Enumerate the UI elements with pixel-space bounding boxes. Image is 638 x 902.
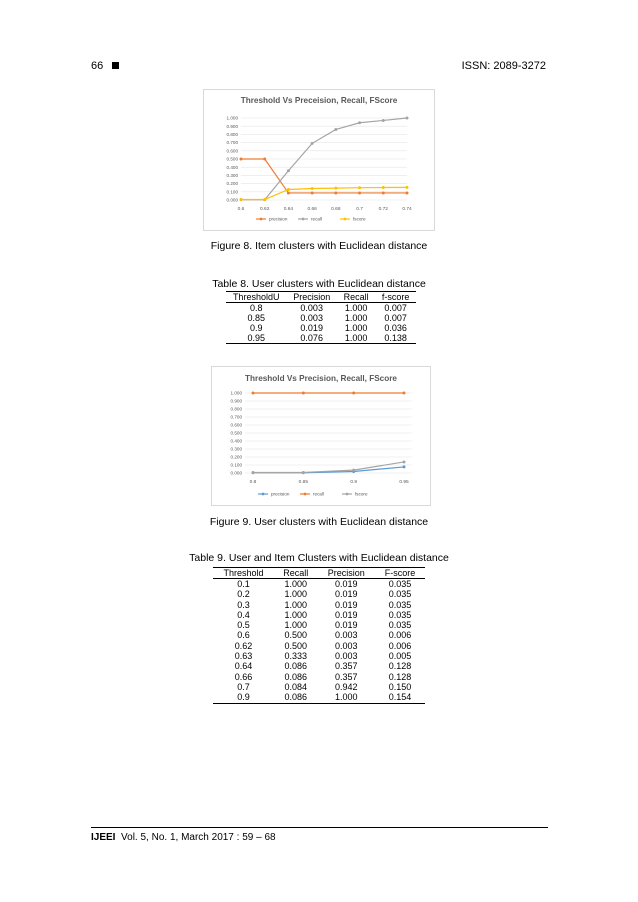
table-cell: 0.035 — [388, 599, 412, 610]
figure8-legend-label: recall — [311, 216, 322, 222]
figure8-x-tick: 0.68 — [331, 207, 341, 212]
table-cell: 0.003 — [300, 313, 323, 323]
figure9-y-tick: 0.500 — [230, 430, 242, 436]
figure8-point-recall — [311, 142, 314, 145]
figure8-y-tick: 0.300 — [226, 173, 238, 178]
figure9-y-tick: 0.000 — [230, 470, 242, 476]
table-cell: 0.63 — [234, 651, 253, 662]
figure9-chart-svg — [212, 367, 430, 505]
figure8-point-precision — [287, 191, 290, 194]
figure8-y-tick: 1.000 — [226, 115, 238, 121]
figure8-legend-label: precision — [269, 216, 288, 222]
table-cell: 0.3 — [237, 599, 250, 610]
figure8-x-tick: 0.7 — [356, 207, 363, 212]
figure9-point-fscore — [252, 471, 255, 474]
table-cell: 0.003 — [300, 303, 323, 313]
table-row — [213, 589, 425, 599]
table-cell: 0.138 — [375, 333, 416, 344]
table-cell: 0.9 — [249, 323, 263, 333]
footer-journal: IJEEI — [91, 832, 116, 843]
figure8-point-fscore — [287, 188, 290, 191]
table-cell: 0.035 — [388, 609, 412, 620]
table-row — [213, 651, 425, 661]
table8-title: Table 8. User clusters with Euclidean distance — [212, 278, 426, 290]
figure9-y-tick: 0.100 — [230, 462, 242, 468]
figure9-x-tick: 0.85 — [298, 480, 309, 485]
figure9-legend-label: recall — [313, 491, 324, 497]
table-cell: 0.086 — [274, 692, 317, 703]
figure8-x-tick: 0.66 — [307, 207, 317, 212]
table-row — [226, 313, 416, 323]
table-cell: 0.9 — [213, 692, 274, 703]
figure8-point-precision — [334, 191, 337, 194]
table9 — [213, 567, 425, 704]
table8 — [226, 291, 416, 344]
figure8-x-tick: 0.62 — [260, 207, 270, 212]
table-cell: 0.64 — [234, 661, 253, 672]
figure9-caption: Figure 9. User clusters with Euclidean distance — [209, 516, 429, 528]
figure8-chart-svg — [204, 90, 434, 230]
figure9-legend-marker — [262, 493, 265, 496]
figure8-legend-marker — [260, 218, 263, 221]
table-cell: 0.003 — [335, 651, 358, 662]
figure9-point-precision — [403, 465, 406, 468]
figure8-legend-marker — [344, 218, 347, 221]
figure9-x-tick: 0.9 — [350, 480, 358, 485]
figure8-y-tick: 0.800 — [226, 132, 238, 137]
table-cell: 1.000 — [318, 692, 376, 703]
table-row — [213, 610, 425, 620]
table-cell: 0.019 — [300, 323, 323, 333]
table-cell: 0.086 — [284, 671, 308, 682]
table8-header-2: Recall — [337, 292, 375, 303]
table-cell: 0.500 — [284, 640, 308, 651]
figure9-y-tick: 0.800 — [230, 406, 242, 412]
figure9-point-fscore — [302, 471, 305, 474]
table-row — [226, 323, 416, 333]
table9-header-3: F-score — [375, 568, 425, 579]
table-row — [213, 600, 425, 610]
figure9-legend-marker — [304, 493, 307, 496]
figure8-y-tick: 0.000 — [226, 197, 238, 203]
figure8-y-tick: 0.100 — [226, 189, 238, 195]
figure8-point-fscore — [358, 186, 361, 189]
figure8-point-recall — [382, 119, 385, 122]
figure8-legend-label: fscore — [353, 216, 366, 222]
figure8-x-tick: 0.74 — [402, 207, 412, 212]
table-cell: 0.019 — [335, 589, 358, 600]
figure8-point-precision — [406, 191, 409, 194]
table-cell: 0.019 — [335, 609, 358, 620]
table8-header-1: Precision — [286, 292, 337, 303]
figure9-point-fscore — [352, 469, 355, 472]
figure9-y-tick: 0.300 — [230, 446, 242, 452]
table-cell: 1.000 — [284, 579, 308, 589]
table-row — [226, 333, 416, 344]
figure9-y-tick: 1.000 — [230, 390, 242, 396]
figure8-y-tick: 0.400 — [226, 164, 238, 170]
table-cell: 0.019 — [335, 620, 358, 631]
figure8-point-precision — [263, 158, 266, 161]
table-row — [213, 620, 425, 630]
figure8-point-precision — [240, 158, 243, 161]
table-cell: 0.150 — [388, 681, 412, 692]
table-cell: 0.006 — [388, 640, 412, 651]
figure8-point-fscore — [406, 186, 409, 189]
table-cell: 0.942 — [335, 681, 358, 692]
figure8-point-fscore — [334, 187, 337, 190]
footer — [91, 832, 276, 843]
table-cell: 0.007 — [384, 303, 407, 313]
table-row — [213, 692, 425, 703]
page-number: 66 — [91, 60, 104, 72]
figure8-y-tick: 0.200 — [226, 181, 238, 187]
figure8-point-precision — [382, 191, 385, 194]
table-row — [213, 672, 425, 682]
table-cell: 0.62 — [234, 640, 253, 651]
footer-rule — [91, 827, 548, 828]
figure9-title: Threshold Vs Precision, Recall, FScore — [245, 374, 397, 383]
figure9-legend-label: fscore — [355, 491, 368, 497]
figure8-point-recall — [287, 169, 290, 172]
table-row — [213, 579, 425, 590]
table-cell: 1.000 — [284, 599, 308, 610]
figure9-legend-marker — [346, 493, 349, 496]
figure8-point-recall — [406, 117, 409, 120]
table-cell: 0.357 — [335, 661, 358, 672]
table-cell: 0.019 — [335, 599, 358, 610]
footer-citation: Vol. 5, No. 1, March 2017 : 59 – 68 — [121, 832, 276, 843]
table-cell: 0.086 — [284, 661, 308, 672]
figure9-y-tick: 0.700 — [230, 414, 242, 420]
figure8-chart — [203, 89, 435, 231]
table-cell: 0.500 — [284, 630, 308, 641]
figure9-point-recall — [252, 392, 255, 395]
figure9-y-tick: 0.200 — [230, 454, 242, 460]
table-cell: 0.035 — [388, 589, 412, 600]
figure9-point-recall — [302, 392, 305, 395]
table-cell: 0.8 — [249, 303, 263, 313]
table-cell: 0.035 — [388, 620, 412, 631]
table-row — [213, 641, 425, 651]
figure8-caption: Figure 8. Item clusters with Euclidean distance — [210, 240, 428, 252]
table-row — [213, 630, 425, 640]
table-cell: 0.333 — [284, 651, 308, 662]
figure8-x-tick: 0.72 — [378, 207, 388, 212]
table-cell: 1.000 — [284, 609, 308, 620]
figure9-x-tick: 0.8 — [249, 480, 257, 485]
figure9-legend-label: precision — [271, 491, 290, 497]
table-cell: 0.66 — [234, 671, 253, 682]
figure8-x-tick: 0.6 — [237, 207, 245, 212]
figure8-y-tick: 0.500 — [226, 156, 238, 162]
figure8-point-fscore — [382, 186, 385, 189]
figure8-point-fscore — [263, 198, 266, 201]
table-cell: 0.7 — [237, 681, 250, 692]
table-cell: 0.036 — [384, 323, 407, 333]
table-cell: 1.000 — [284, 589, 308, 600]
table9-title: Table 9. User and Item Clusters with Euclidean distance — [189, 552, 449, 564]
figure9-point-recall — [352, 392, 355, 395]
table-cell: 0.154 — [375, 692, 425, 703]
figure8-y-tick: 0.700 — [226, 140, 238, 146]
table-cell: 0.035 — [388, 579, 412, 589]
header-square-bullet — [112, 62, 119, 69]
table8-header-3: f-score — [375, 292, 416, 303]
table-cell: 0.85 — [247, 313, 265, 323]
table-cell: 0.6 — [237, 630, 250, 641]
table-cell: 0.357 — [335, 671, 358, 682]
issn-label: ISSN: 2089-3272 — [461, 60, 546, 72]
figure9-series-line-fscore — [253, 462, 404, 472]
table-cell: 0.128 — [388, 661, 412, 672]
table9-header-1: Recall — [274, 568, 317, 579]
figure9-chart — [211, 366, 431, 506]
table-row — [213, 682, 425, 692]
table-cell: 1.000 — [337, 333, 375, 344]
table-cell: 0.003 — [335, 630, 358, 641]
table-cell: 0.4 — [237, 609, 250, 620]
table-cell: 0.5 — [237, 620, 250, 631]
table-cell: 0.95 — [226, 333, 286, 344]
table-row — [213, 661, 425, 671]
table-cell: 0.006 — [388, 630, 412, 641]
figure9-point-fscore — [403, 460, 406, 463]
figure9-y-tick: 0.600 — [230, 422, 242, 428]
figure9-point-recall — [403, 392, 406, 395]
table9-header-0: Threshold — [213, 568, 274, 579]
figure8-point-precision — [358, 191, 361, 194]
table8-header-0: ThresholdU — [226, 292, 286, 303]
table-cell: 0.007 — [384, 313, 407, 323]
figure8-title: Threshold Vs Preceision, Recall, FScore — [240, 96, 398, 105]
table-row — [226, 303, 416, 314]
table-cell: 0.1 — [237, 579, 250, 589]
table-cell: 1.000 — [344, 323, 368, 333]
table-cell: 0.084 — [284, 681, 308, 692]
figure8-point-recall — [358, 121, 361, 124]
figure8-x-tick: 0.64 — [283, 207, 294, 212]
table-cell: 0.076 — [286, 333, 337, 344]
figure9-y-tick: 0.900 — [230, 398, 242, 404]
table-cell: 1.000 — [344, 313, 368, 323]
table-cell: 0.005 — [388, 651, 412, 662]
figure8-legend-marker — [302, 218, 305, 221]
table-cell: 0.019 — [335, 579, 358, 589]
table-cell: 0.128 — [388, 671, 412, 682]
figure8-point-fscore — [240, 198, 243, 201]
table9-header-2: Precision — [318, 568, 376, 579]
figure8-point-recall — [334, 128, 337, 131]
figure9-y-tick: 0.400 — [230, 438, 242, 444]
table-cell: 1.000 — [344, 303, 368, 313]
figure8-point-fscore — [311, 187, 314, 190]
figure8-point-precision — [311, 191, 314, 194]
table-cell: 1.000 — [284, 620, 308, 631]
figure8-y-tick: 0.600 — [226, 148, 238, 154]
figure8-y-tick: 0.900 — [226, 123, 238, 129]
table-cell: 0.003 — [335, 640, 358, 651]
table-cell: 0.2 — [237, 589, 250, 600]
figure9-x-tick: 0.95 — [399, 480, 409, 485]
